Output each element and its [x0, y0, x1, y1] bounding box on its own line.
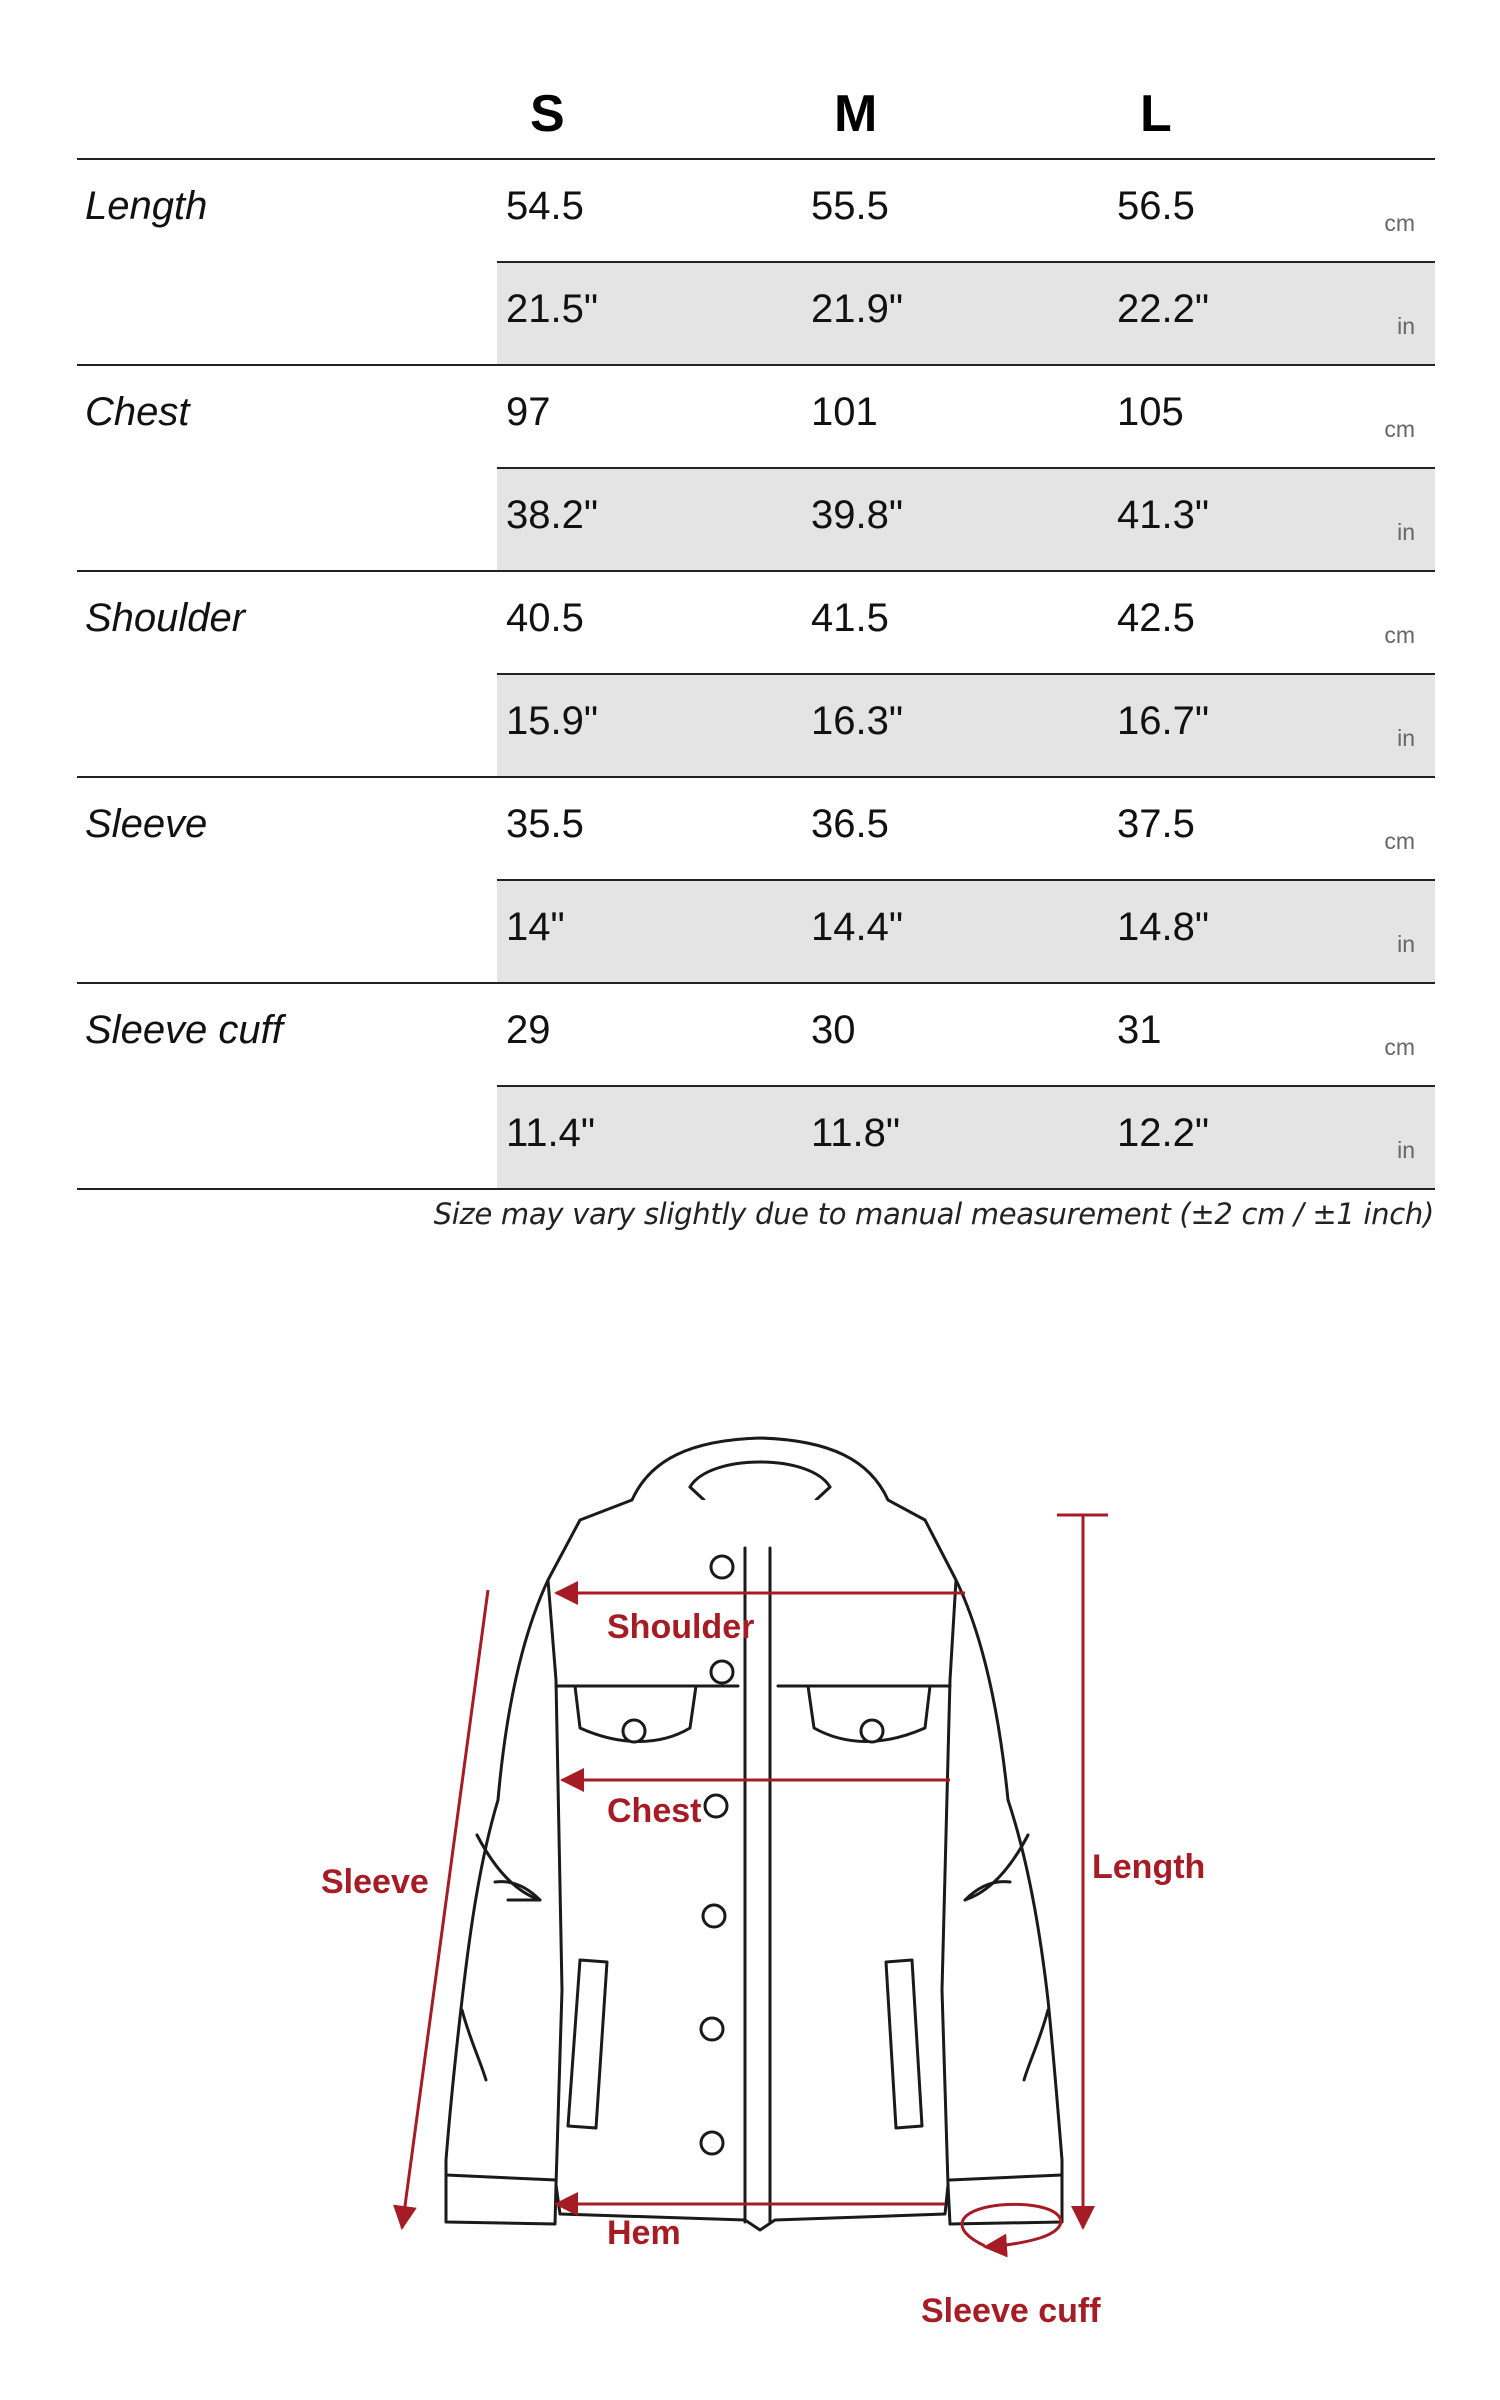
- value-cell: 54.5: [506, 184, 584, 228]
- size-header-m: M: [834, 85, 878, 143]
- value-cell: 55.5: [811, 184, 889, 228]
- value-cell: 16.7": [1117, 699, 1210, 743]
- value-cell: 42.5: [1117, 596, 1195, 640]
- jacket-illustration: [446, 1438, 1062, 2230]
- measure-label: Chest: [85, 390, 190, 434]
- cm-row: [497, 366, 1435, 469]
- unit-label-in: in: [1397, 313, 1415, 339]
- value-cell: 14": [506, 905, 565, 949]
- value-cell: 97: [506, 390, 551, 434]
- unit-label-cm: cm: [1384, 210, 1415, 236]
- measure-label: Sleeve cuff: [85, 1008, 283, 1052]
- value-cell: 56.5: [1117, 184, 1195, 228]
- unit-label-in: in: [1397, 519, 1415, 545]
- measure-sleeve-cuff: [77, 984, 1435, 1190]
- jacket-measurement-diagram: [0, 1380, 1500, 2340]
- value-cell: 22.2": [1117, 287, 1210, 331]
- unit-label-in: in: [1397, 1137, 1415, 1163]
- unit-label-cm: cm: [1384, 416, 1415, 442]
- hem-label: Hem: [607, 2214, 681, 2252]
- value-cell: 37.5: [1117, 802, 1195, 846]
- sleeve-cuff-label: Sleeve cuff: [921, 2292, 1101, 2330]
- value-cell: 12.2": [1117, 1111, 1210, 1155]
- value-cell: 30: [811, 1008, 856, 1052]
- in-row: [497, 1087, 1435, 1188]
- value-cell: 14.4": [811, 905, 904, 949]
- in-row: [497, 675, 1435, 776]
- in-row: [497, 263, 1435, 364]
- cm-row: [497, 778, 1435, 881]
- size-table: [77, 60, 1435, 1190]
- value-cell: 105: [1117, 390, 1184, 434]
- value-cell: 16.3": [811, 699, 904, 743]
- cm-row: [497, 160, 1435, 263]
- value-cell: 38.2": [506, 493, 599, 537]
- in-row: [497, 469, 1435, 570]
- measure-label: Length: [85, 184, 208, 228]
- sleeve-label: Sleeve: [321, 1863, 429, 1901]
- unit-label-in: in: [1397, 725, 1415, 751]
- value-cell: 41.5: [811, 596, 889, 640]
- measure-chest: [77, 366, 1435, 572]
- measure-sleeve: [77, 778, 1435, 984]
- value-cell: 14.8": [1117, 905, 1210, 949]
- value-cell: 40.5: [506, 596, 584, 640]
- value-cell: 21.9": [811, 287, 904, 331]
- value-cell: 36.5: [811, 802, 889, 846]
- value-cell: 35.5: [506, 802, 584, 846]
- sleeve-cuff-guide: [962, 2204, 1061, 2247]
- length-label: Length: [1092, 1848, 1206, 1886]
- value-cell: 11.8": [811, 1111, 901, 1155]
- value-cell: 41.3": [1117, 493, 1210, 537]
- value-cell: 31: [1117, 1008, 1162, 1052]
- value-cell: 21.5": [506, 287, 599, 331]
- unit-label-in: in: [1397, 931, 1415, 957]
- measure-label: Shoulder: [85, 596, 246, 640]
- measurement-note: Size may vary slightly due to manual measurement (±2 cm / ±1 inch): [433, 1197, 1434, 1231]
- value-cell: 39.8": [811, 493, 904, 537]
- unit-label-cm: cm: [1384, 828, 1415, 854]
- size-header-row: [77, 60, 1435, 160]
- measure-label: Sleeve: [85, 802, 208, 846]
- chest-label: Chest: [607, 1792, 702, 1830]
- value-cell: 29: [506, 1008, 551, 1052]
- cm-row: [497, 572, 1435, 675]
- value-cell: 101: [811, 390, 878, 434]
- size-header-s: S: [530, 85, 565, 143]
- shoulder-label: Shoulder: [607, 1608, 755, 1646]
- value-cell: 15.9": [506, 699, 599, 743]
- measure-length: [77, 160, 1435, 366]
- in-row: [497, 881, 1435, 982]
- unit-label-cm: cm: [1384, 1034, 1415, 1060]
- measure-shoulder: [77, 572, 1435, 778]
- size-header-l: L: [1140, 85, 1172, 143]
- value-cell: 11.4": [506, 1111, 596, 1155]
- unit-label-cm: cm: [1384, 622, 1415, 648]
- cm-row: [497, 984, 1435, 1087]
